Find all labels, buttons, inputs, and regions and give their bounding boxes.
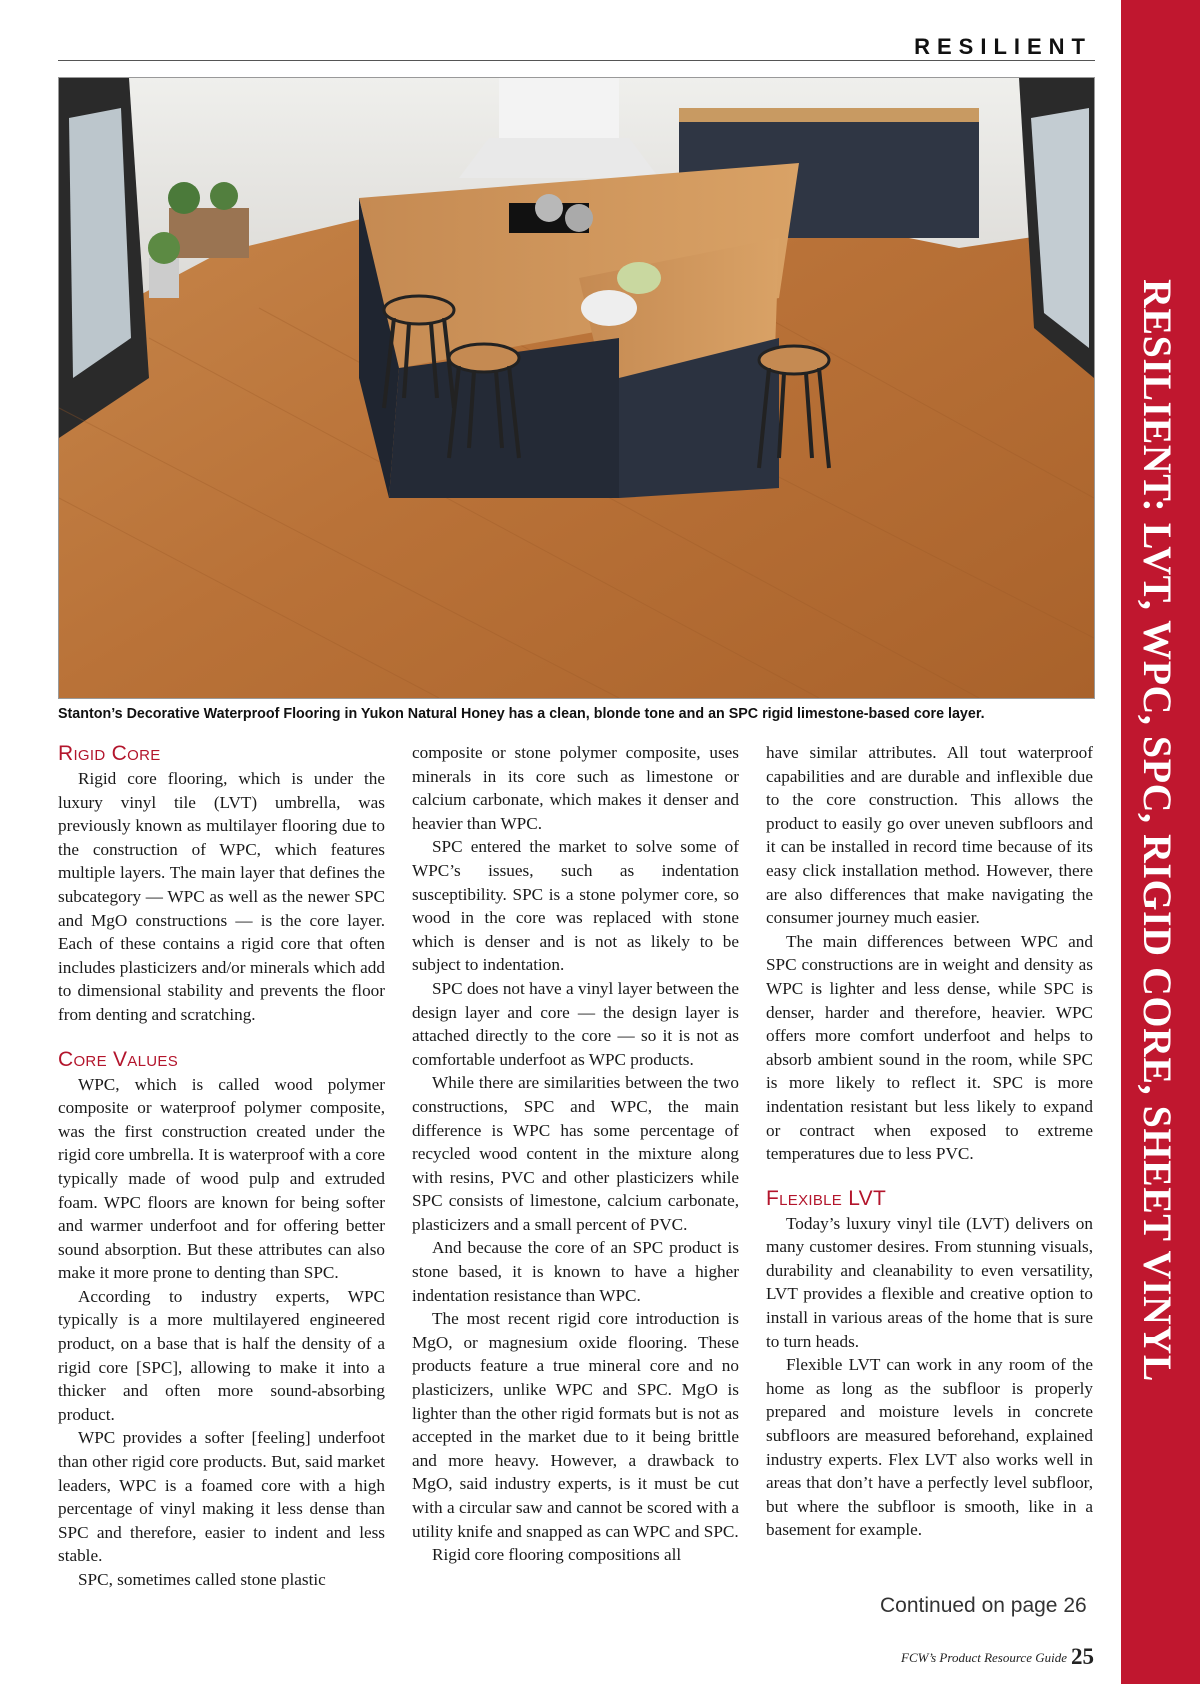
paragraph: Rigid core flooring compositions all [432, 1545, 682, 1565]
paragraph: The most recent rigid core introduction is MgO, or magnesium oxide flooring. These products feature a true mineral core and no plasticizers, unlike WPC and SPC. MgO is lighter than the other rigid formats but is not as accepted in the market due to it being brittle and more heavy. However, a drawback to MgO, said industry experts, is it must be cut with a circular saw and cannot be scored with a utility knife and snapped as can WPC and SPC. [412, 1309, 739, 1541]
paragraph: While there are similarities between the two constructions, SPC and WPC, the main difference is WPC has some percentage of recycled wood content in the mixture along with resins, PVC and other plasticizers while SPC consists of limestone, calcium carbonate, plasticizers and a small percent of PVC. [412, 1073, 739, 1234]
paragraph: WPC provides a softer [feeling] underfoot than other rigid core products. But, said market leaders, WPC is a foamed core with a high percentage of vinyl making it less dense than SPC and therefore, easier to indent and less stable. [58, 1428, 385, 1566]
paragraph: And because the core of an SPC product is stone based, it is known to have a higher indentation resistance than WPC. [412, 1238, 739, 1305]
paragraph: Today’s luxury vinyl tile (LVT) delivers on many customer desires. From stunning visuals, durability and cleanability to even versatility, LVT provides a flexible and creative option to install in various areas of the home that is sure to turn heads. [766, 1213, 1093, 1351]
photo-caption: Stanton’s Decorative Waterproof Flooring in Yukon Natural Honey has a clean, blonde tone and an SPC rigid limestone-based core layer. [58, 706, 985, 722]
side-banner-title: RESILIENT: LVT, WPC, SPC, RIGID CORE, SHEET VINYL [1135, 279, 1180, 1382]
paragraph: SPC does not have a vinyl layer between the design layer and core — the design layer is attached directly to the core — so it is not as comfortable underfoot as WPC products. [412, 978, 739, 1069]
publication-name: FCW’s Product Resource Guide [901, 1650, 1067, 1665]
article-column-1 [58, 741, 385, 1592]
page-number: 25 [1071, 1644, 1094, 1669]
paragraph: The main differences between WPC and SPC constructions are in weight and density as WPC is lighter and less dense, while SPC is denser, harder and therefore, heavier. WPC offers more comfort underfoot and helps to absorb ambient sound in the room, while SPC is more likely to reflect it. SPC is more indentation resistant but less likely to expand or contract when exposed to extreme temperatures due to less PVC. [766, 931, 1093, 1164]
kitchen-photo [58, 77, 1095, 699]
section-heading-rigid-core: Rigid Core [58, 742, 161, 765]
article-column-3 [766, 741, 1093, 1542]
section-heading-core-values: Core Values [58, 1047, 179, 1071]
section-heading-flexible-lvt: Flexible LVT [766, 1186, 887, 1210]
paragraph: composite or stone polymer composite, uses minerals in its core such as limestone or calcium carbonate, which makes it denser and heavier than WPC. [412, 743, 739, 833]
section-label: RESILIENT [914, 34, 1092, 59]
paragraph: Flexible LVT can work in any room of the home as long as the subfloor is properly prepared and moisture levels in concrete subfloors are measured beforehand, explained industry experts. Flex LVT also works well in areas that don’t have a perfectly level subfloor, but where the subfloor is smooth, like in a basement for example. [766, 1355, 1093, 1540]
continued-link[interactable]: Continued on page 26 [880, 1594, 1087, 1617]
article-column-2 [412, 741, 739, 1567]
paragraph: have similar attributes. All tout waterproof capabilities and are durable and inflexible due to the core construction. This allows the product to easily go over uneven subfloors and it can be installed in record time because of its easy click installation method. However, there are also differences that make navigating the consumer journey much easier. [766, 743, 1093, 928]
paragraph: WPC, which is called wood polymer composite or waterproof polymer composite, was the first construction created under the rigid core umbrella. It is waterproof with a core typically made of wood pulp and extruded foam. WPC floors are known for being softer and warmer underfoot and for offering better sound absorption. But these attributes can also make it more prone to denting than SPC. [58, 1074, 385, 1283]
paragraph: According to industry experts, WPC typically is a more multilayered engineered product, on a base that is half the density of a rigid core [SPC], allowing to make it into a thicker and often more sound-absorbing product. [58, 1286, 385, 1424]
paragraph: SPC entered the market to solve some of WPC’s issues, such as indentation susceptibility. SPC is a stone polymer core, so wood in the core was replaced with stone which is denser and is not as likely to be subject to indentation. [412, 837, 739, 975]
kitchen-illustration [59, 78, 1094, 698]
page-footer [901, 1644, 1094, 1670]
paragraph: Rigid core flooring, which is under the luxury vinyl tile (LVT) umbrella, was previously known as multilayer flooring due to the construction of WPC, which features multiple layers. The main layer that defines the subcategory — WPC as well as the newer SPC and MgO constructions — is the core layer. Each of these contains a rigid core that often includes plasticizers and/or minerals which add to dimensional stability and prevents the floor from denting and scratching. [58, 769, 385, 1024]
paragraph: SPC, sometimes called stone plastic [78, 1570, 326, 1589]
header-divider [58, 60, 1095, 61]
